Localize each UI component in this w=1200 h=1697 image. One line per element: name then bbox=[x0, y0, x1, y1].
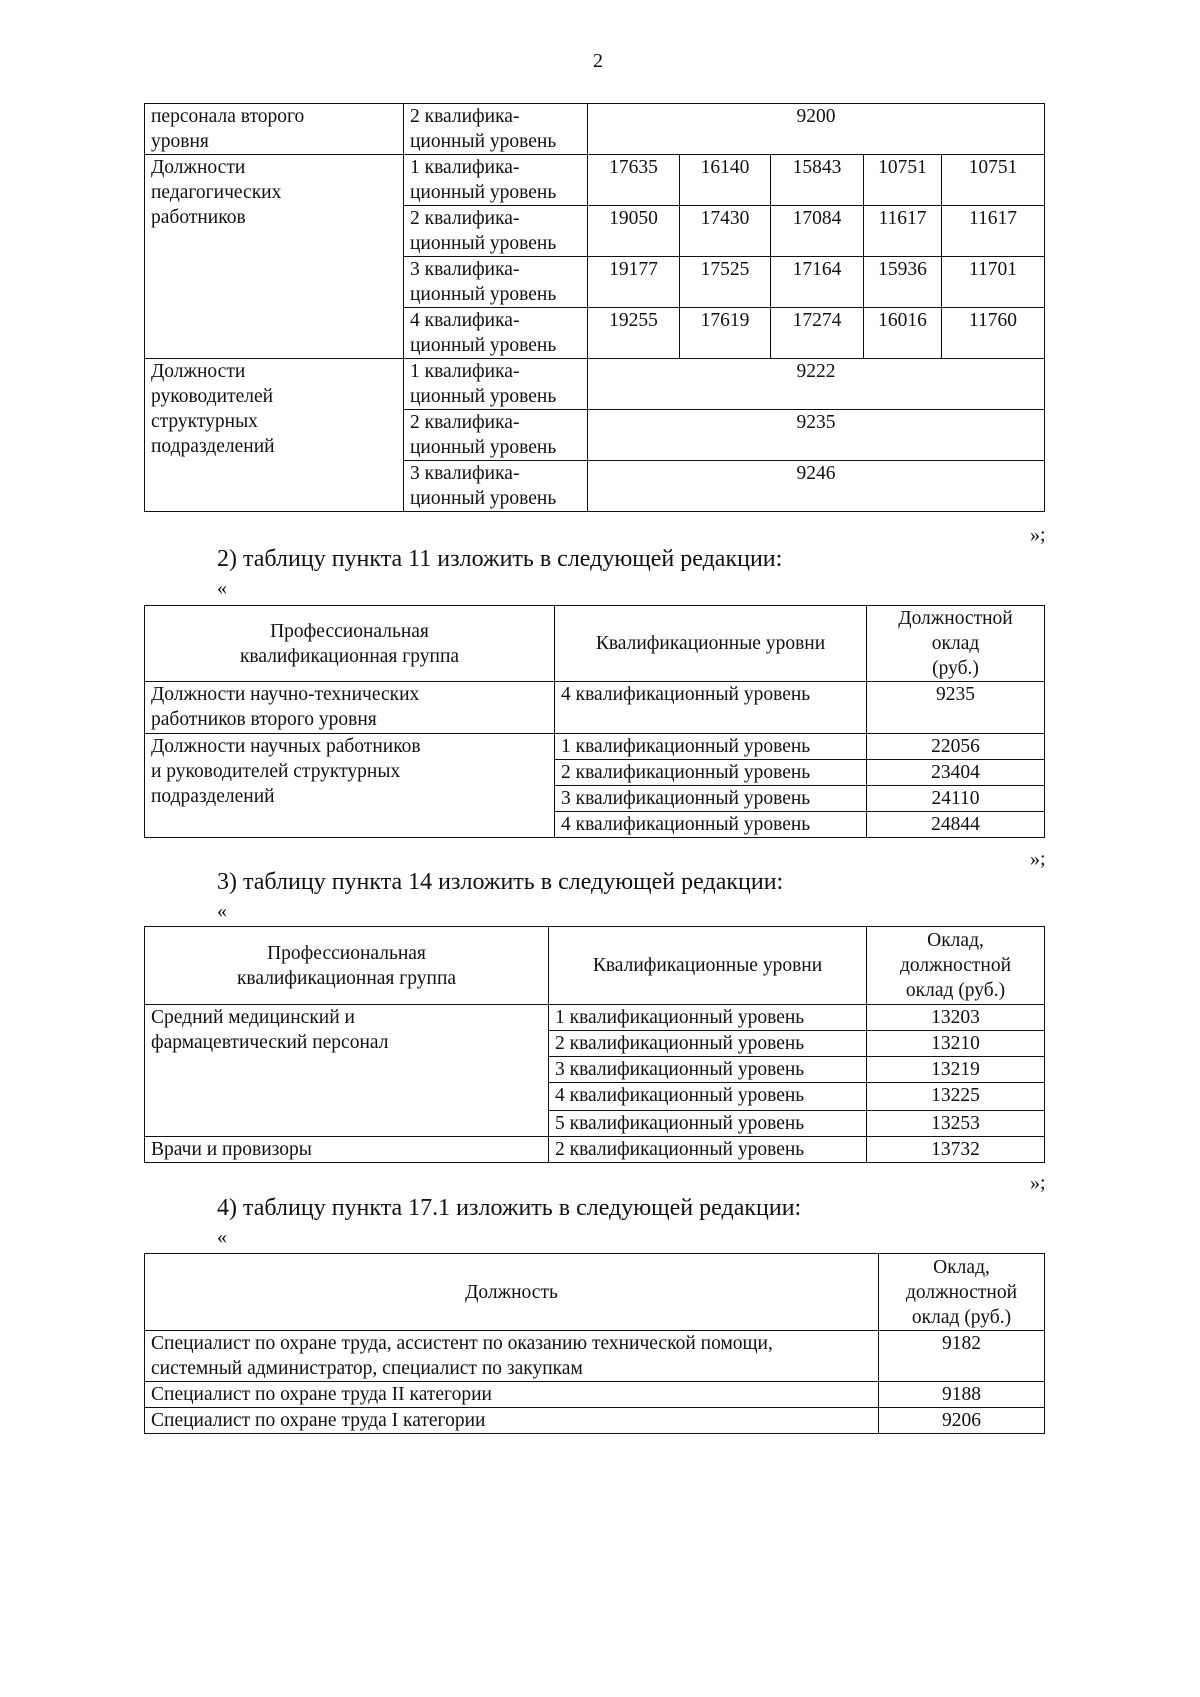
salary-cell: 11617 bbox=[942, 206, 1045, 257]
close-quote: »; bbox=[1030, 848, 1046, 870]
salary-cell: 10751 bbox=[864, 155, 942, 206]
header-position: Должность bbox=[145, 1254, 879, 1331]
salary-cell: 17164 bbox=[771, 257, 864, 308]
salary-cell: 9235 bbox=[588, 410, 1045, 461]
salary-cell: 24844 bbox=[867, 812, 1045, 838]
salary-cell: 9182 bbox=[879, 1331, 1045, 1382]
salary-cell: 22056 bbox=[867, 734, 1045, 760]
header-group: Профессиональная квалификационная группа bbox=[145, 606, 555, 682]
open-quote: « bbox=[217, 1226, 227, 1248]
open-quote: « bbox=[217, 577, 227, 599]
header-salary: Оклад, должностной оклад (руб.) bbox=[867, 927, 1045, 1005]
salary-cell: 9235 bbox=[867, 682, 1045, 734]
salary-cell: 24110 bbox=[867, 786, 1045, 812]
group-cell: Должности руководителей структурных подразделений bbox=[145, 359, 404, 512]
salary-cell: 9206 bbox=[879, 1408, 1045, 1434]
salary-cell: 9222 bbox=[588, 359, 1045, 410]
table-scientific-salaries bbox=[144, 605, 1045, 838]
level-cell: 4 квалифика- ционный уровень bbox=[404, 308, 588, 359]
close-quote: »; bbox=[1030, 1172, 1046, 1194]
salary-cell: 19177 bbox=[588, 257, 680, 308]
salary-cell: 19050 bbox=[588, 206, 680, 257]
level-cell: 2 квалифика- ционный уровень bbox=[404, 410, 588, 461]
level-cell: 1 квалифика- ционный уровень bbox=[404, 155, 588, 206]
level-cell: 2 квалифика- ционный уровень bbox=[404, 206, 588, 257]
table-pedagogical-salaries bbox=[144, 103, 1045, 512]
position-cell: Специалист по охране труда I категории bbox=[145, 1408, 879, 1434]
salary-cell: 9200 bbox=[588, 104, 1045, 155]
salary-cell: 17084 bbox=[771, 206, 864, 257]
level-cell: 1 квалифика- ционный уровень bbox=[404, 359, 588, 410]
salary-cell: 13225 bbox=[867, 1083, 1045, 1111]
salary-cell: 19255 bbox=[588, 308, 680, 359]
level-cell: 2 квалификационный уровень bbox=[549, 1031, 867, 1057]
section-2-heading: 2) таблицу пункта 11 изложить в следующей редакции: bbox=[217, 546, 783, 572]
group-cell: персонала второго уровня bbox=[145, 104, 404, 155]
level-cell: 4 квалификационный уровень bbox=[555, 682, 867, 734]
salary-cell: 13219 bbox=[867, 1057, 1045, 1083]
salary-cell: 17430 bbox=[680, 206, 771, 257]
group-cell: Врачи и провизоры bbox=[145, 1137, 549, 1163]
level-cell: 2 квалификационный уровень bbox=[555, 760, 867, 786]
salary-cell: 9188 bbox=[879, 1382, 1045, 1408]
level-cell: 2 квалификационный уровень bbox=[549, 1137, 867, 1163]
group-cell: Должности научно-технических работников второго уровня bbox=[145, 682, 555, 734]
level-cell: 1 квалификационный уровень bbox=[555, 734, 867, 760]
salary-cell: 10751 bbox=[942, 155, 1045, 206]
header-group: Профессиональная квалификационная группа bbox=[145, 927, 549, 1005]
level-cell: 3 квалифика- ционный уровень bbox=[404, 461, 588, 512]
section-3-heading: 3) таблицу пункта 14 изложить в следующей редакции: bbox=[217, 869, 784, 895]
salary-cell: 11701 bbox=[942, 257, 1045, 308]
group-cell: Должности научных работников и руководителей структурных подразделений bbox=[145, 734, 555, 838]
salary-cell: 11617 bbox=[864, 206, 942, 257]
salary-cell: 13253 bbox=[867, 1111, 1045, 1137]
salary-cell: 16140 bbox=[680, 155, 771, 206]
close-quote: »; bbox=[1030, 524, 1046, 546]
salary-cell: 17274 bbox=[771, 308, 864, 359]
salary-cell: 13732 bbox=[867, 1137, 1045, 1163]
level-cell: 3 квалификационный уровень bbox=[549, 1057, 867, 1083]
level-cell: 5 квалификационный уровень bbox=[549, 1111, 867, 1137]
salary-cell: 13203 bbox=[867, 1005, 1045, 1031]
position-cell: Специалист по охране труда II категории bbox=[145, 1382, 879, 1408]
salary-cell: 9246 bbox=[588, 461, 1045, 512]
salary-cell: 11760 bbox=[942, 308, 1045, 359]
group-cell: Должности педагогических работников bbox=[145, 155, 404, 359]
salary-cell: 16016 bbox=[864, 308, 942, 359]
level-cell: 3 квалифика- ционный уровень bbox=[404, 257, 588, 308]
header-salary: Должностной оклад (руб.) bbox=[867, 606, 1045, 682]
table-specialist-salaries bbox=[144, 1253, 1045, 1434]
section-4-heading: 4) таблицу пункта 17.1 изложить в следующей редакции: bbox=[217, 1195, 802, 1221]
level-cell: 3 квалификационный уровень bbox=[555, 786, 867, 812]
salary-cell: 15843 bbox=[771, 155, 864, 206]
salary-cell: 13210 bbox=[867, 1031, 1045, 1057]
salary-cell: 17635 bbox=[588, 155, 680, 206]
open-quote: « bbox=[217, 900, 227, 922]
header-levels: Квалификационные уровни bbox=[549, 927, 867, 1005]
salary-cell: 23404 bbox=[867, 760, 1045, 786]
page-number: 2 bbox=[593, 50, 603, 72]
salary-cell: 17619 bbox=[680, 308, 771, 359]
header-levels: Квалификационные уровни bbox=[555, 606, 867, 682]
table-medical-salaries bbox=[144, 926, 1045, 1163]
level-cell: 4 квалификационный уровень bbox=[555, 812, 867, 838]
salary-cell: 17525 bbox=[680, 257, 771, 308]
level-cell: 1 квалификационный уровень bbox=[549, 1005, 867, 1031]
header-salary: Оклад, должностной оклад (руб.) bbox=[879, 1254, 1045, 1331]
salary-cell: 15936 bbox=[864, 257, 942, 308]
position-cell: Специалист по охране труда, ассистент по оказанию технической помощи, системный администратор, специалист по закупкам bbox=[145, 1331, 879, 1382]
level-cell: 2 квалифика- ционный уровень bbox=[404, 104, 588, 155]
level-cell: 4 квалификационный уровень bbox=[549, 1083, 867, 1111]
group-cell: Средний медицинский и фармацевтический персонал bbox=[145, 1005, 549, 1137]
